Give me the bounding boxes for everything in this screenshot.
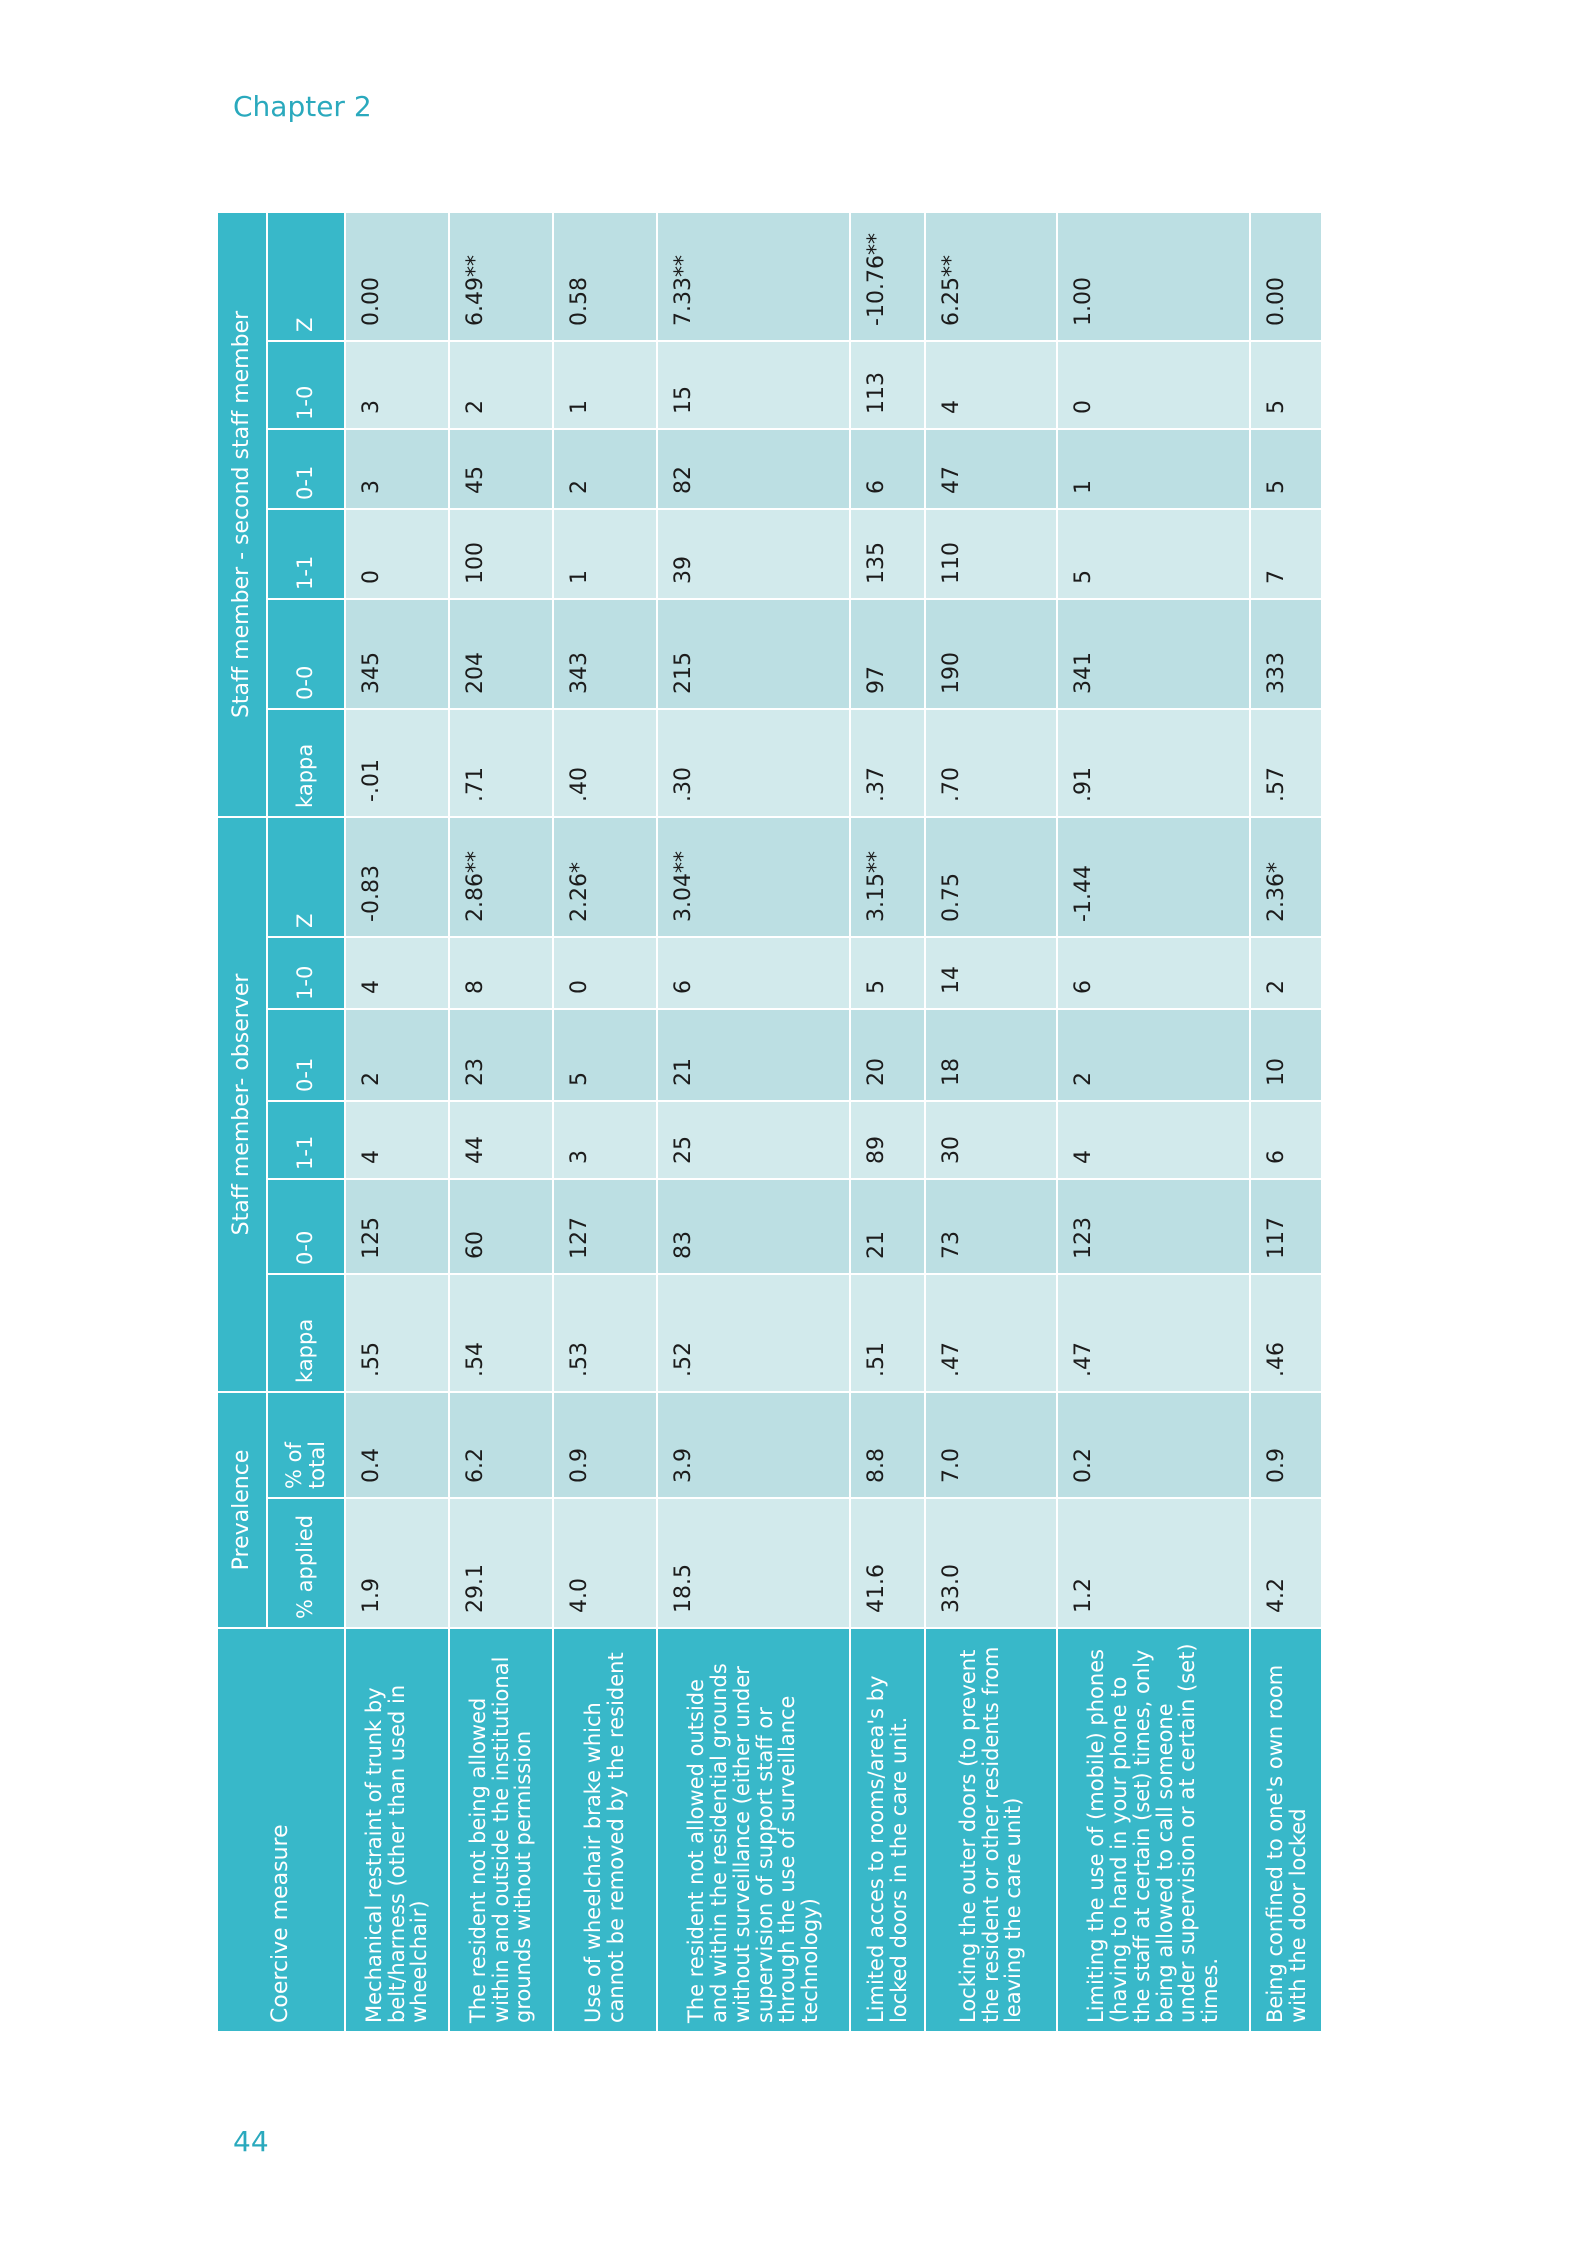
header-staff-second: Staff member - second staff member <box>217 213 267 817</box>
cell-second-z: 6.25** <box>925 213 1057 341</box>
cell-pct-total: 0.4 <box>345 1392 449 1498</box>
header-kappa-observer: kappa <box>267 1274 345 1392</box>
cell-pct-total: 8.8 <box>850 1392 925 1498</box>
cell-kappa-observer: .46 <box>1250 1274 1321 1392</box>
cell-pct-applied: 33.0 <box>925 1498 1057 1628</box>
rotated-table-content <box>216 213 1321 2033</box>
row-measure: Being confined to one's own room with the door locked <box>1250 1628 1321 2032</box>
cell-observer-11: 4 <box>345 1101 449 1179</box>
cell-second-10: 3 <box>345 341 449 429</box>
cell-second-10: 5 <box>1250 341 1321 429</box>
header-second-11: 1-1 <box>267 509 345 599</box>
cell-pct-total: 0.2 <box>1057 1392 1250 1498</box>
cell-observer-z: 3.04** <box>657 817 850 937</box>
cell-observer-10: 0 <box>553 937 657 1009</box>
cell-pct-total: 7.0 <box>925 1392 1057 1498</box>
cell-second-11: 39 <box>657 509 850 599</box>
chapter-heading: Chapter 2 <box>233 90 372 123</box>
cell-kappa-second: .70 <box>925 709 1057 817</box>
cell-kappa-second: .91 <box>1057 709 1250 817</box>
table-row <box>1250 213 1321 2032</box>
cell-observer-10: 5 <box>850 937 925 1009</box>
cell-second-z: 1.00 <box>1057 213 1250 341</box>
cell-second-z: 0.58 <box>553 213 657 341</box>
cell-second-01: 5 <box>1250 429 1321 509</box>
rotated-table-frame <box>216 213 1321 2033</box>
header-coercive-measure: Coercive measure <box>217 1628 345 2032</box>
cell-second-00: 343 <box>553 599 657 709</box>
header-observer-00: 0-0 <box>267 1179 345 1274</box>
header-pct-applied: % applied <box>267 1498 345 1628</box>
cell-pct-total: 6.2 <box>449 1392 553 1498</box>
header-observer-11: 1-1 <box>267 1101 345 1179</box>
cell-observer-10: 2 <box>1250 937 1321 1009</box>
cell-observer-11: 4 <box>1057 1101 1250 1179</box>
cell-second-11: 1 <box>553 509 657 599</box>
cell-kappa-observer: .52 <box>657 1274 850 1392</box>
cell-second-00: 190 <box>925 599 1057 709</box>
header-kappa-second: kappa <box>267 709 345 817</box>
cell-kappa-observer: .47 <box>925 1274 1057 1392</box>
cell-observer-10: 6 <box>657 937 850 1009</box>
header-second-z: Z <box>267 213 345 341</box>
row-measure: Limited acces to rooms/area's by locked doors in the care unit. <box>850 1628 925 2032</box>
table-row <box>1057 213 1250 2032</box>
cell-observer-10: 6 <box>1057 937 1250 1009</box>
cell-pct-applied: 4.2 <box>1250 1498 1321 1628</box>
row-measure: The resident not allowed outside and within the residential grounds without surveillance (either under supervision of support staff or through the use of surveillance technology) <box>657 1628 850 2032</box>
cell-second-01: 6 <box>850 429 925 509</box>
header-pct-total: % of total <box>267 1392 345 1498</box>
cell-observer-10: 8 <box>449 937 553 1009</box>
cell-second-00: 345 <box>345 599 449 709</box>
cell-second-11: 100 <box>449 509 553 599</box>
cell-kappa-observer: .55 <box>345 1274 449 1392</box>
cell-kappa-observer: .47 <box>1057 1274 1250 1392</box>
page-number: 44 <box>233 2125 269 2158</box>
cell-kappa-second: -.01 <box>345 709 449 817</box>
cell-observer-01: 20 <box>850 1009 925 1101</box>
cell-observer-00: 125 <box>345 1179 449 1274</box>
cell-observer-z: 2.36* <box>1250 817 1321 937</box>
header-observer-z: Z <box>267 817 345 937</box>
cell-observer-01: 2 <box>345 1009 449 1101</box>
header-staff-observer: Staff member- observer <box>217 817 267 1392</box>
cell-observer-01: 5 <box>553 1009 657 1101</box>
cell-observer-00: 117 <box>1250 1179 1321 1274</box>
cell-pct-applied: 29.1 <box>449 1498 553 1628</box>
row-measure: Mechanical restraint of trunk by belt/harness (other than used in wheelchair) <box>345 1628 449 2032</box>
cell-second-11: 0 <box>345 509 449 599</box>
cell-second-01: 47 <box>925 429 1057 509</box>
cell-pct-total: 0.9 <box>553 1392 657 1498</box>
table-row <box>850 213 925 2032</box>
row-measure: The resident not being allowed within and outside the institutional grounds without permission <box>449 1628 553 2032</box>
cell-second-10: 2 <box>449 341 553 429</box>
cell-second-00: 204 <box>449 599 553 709</box>
cell-second-10: 15 <box>657 341 850 429</box>
cell-second-z: 0.00 <box>1250 213 1321 341</box>
row-measure: Use of wheelchair brake which cannot be removed by the resident <box>553 1628 657 2032</box>
cell-observer-01: 2 <box>1057 1009 1250 1101</box>
cell-second-11: 7 <box>1250 509 1321 599</box>
table-row <box>449 213 553 2032</box>
cell-pct-applied: 4.0 <box>553 1498 657 1628</box>
cell-observer-11: 25 <box>657 1101 850 1179</box>
cell-pct-applied: 1.9 <box>345 1498 449 1628</box>
cell-observer-10: 4 <box>345 937 449 1009</box>
cell-pct-total: 0.9 <box>1250 1392 1321 1498</box>
table-row <box>925 213 1057 2032</box>
cell-pct-applied: 18.5 <box>657 1498 850 1628</box>
table-row <box>553 213 657 2032</box>
cell-second-10: 1 <box>553 341 657 429</box>
cell-second-00: 333 <box>1250 599 1321 709</box>
cell-kappa-observer: .51 <box>850 1274 925 1392</box>
cell-observer-z: 2.86** <box>449 817 553 937</box>
cell-second-01: 3 <box>345 429 449 509</box>
cell-second-01: 1 <box>1057 429 1250 509</box>
cell-observer-11: 6 <box>1250 1101 1321 1179</box>
cell-observer-00: 21 <box>850 1179 925 1274</box>
cell-pct-applied: 1.2 <box>1057 1498 1250 1628</box>
cell-observer-00: 83 <box>657 1179 850 1274</box>
header-prevalence: Prevalence <box>217 1392 267 1628</box>
cell-observer-00: 60 <box>449 1179 553 1274</box>
cell-second-00: 341 <box>1057 599 1250 709</box>
cell-second-11: 135 <box>850 509 925 599</box>
cell-observer-z: 0.75 <box>925 817 1057 937</box>
cell-second-11: 5 <box>1057 509 1250 599</box>
cell-kappa-observer: .53 <box>553 1274 657 1392</box>
cell-second-01: 2 <box>553 429 657 509</box>
header-observer-01: 0-1 <box>267 1009 345 1101</box>
cell-pct-applied: 41.6 <box>850 1498 925 1628</box>
row-measure: Limiting the use of (mobile) phones (having to hand in your phone to the staff at certain (set) times, only being allowed to call someone under supervision or at certain (set) times. <box>1057 1628 1250 2032</box>
table-row <box>345 213 449 2032</box>
cell-second-11: 110 <box>925 509 1057 599</box>
cell-observer-01: 23 <box>449 1009 553 1101</box>
cell-observer-01: 18 <box>925 1009 1057 1101</box>
cell-observer-11: 3 <box>553 1101 657 1179</box>
cell-second-z: 6.49** <box>449 213 553 341</box>
cell-second-00: 97 <box>850 599 925 709</box>
row-measure: Locking the outer doors (to prevent the resident or other residents from leaving the care unit) <box>925 1628 1057 2032</box>
cell-second-01: 82 <box>657 429 850 509</box>
cell-observer-11: 44 <box>449 1101 553 1179</box>
cell-observer-z: 2.26* <box>553 817 657 937</box>
header-observer-10: 1-0 <box>267 937 345 1009</box>
cell-observer-z: 3.15** <box>850 817 925 937</box>
cell-second-z: -10.76** <box>850 213 925 341</box>
cell-kappa-second: .57 <box>1250 709 1321 817</box>
coercive-measures-table <box>216 213 1321 2033</box>
header-second-01: 0-1 <box>267 429 345 509</box>
cell-observer-11: 30 <box>925 1101 1057 1179</box>
cell-second-z: 0.00 <box>345 213 449 341</box>
header-second-00: 0-0 <box>267 599 345 709</box>
cell-observer-00: 73 <box>925 1179 1057 1274</box>
cell-kappa-second: .71 <box>449 709 553 817</box>
cell-observer-z: -0.83 <box>345 817 449 937</box>
cell-second-10: 113 <box>850 341 925 429</box>
cell-kappa-second: .37 <box>850 709 925 817</box>
cell-kappa-second: .30 <box>657 709 850 817</box>
cell-observer-11: 89 <box>850 1101 925 1179</box>
cell-pct-total: 3.9 <box>657 1392 850 1498</box>
cell-observer-10: 14 <box>925 937 1057 1009</box>
table-row <box>657 213 850 2032</box>
cell-kappa-observer: .54 <box>449 1274 553 1392</box>
cell-observer-00: 127 <box>553 1179 657 1274</box>
cell-observer-00: 123 <box>1057 1179 1250 1274</box>
cell-kappa-second: .40 <box>553 709 657 817</box>
cell-observer-01: 21 <box>657 1009 850 1101</box>
cell-observer-01: 10 <box>1250 1009 1321 1101</box>
cell-second-z: 7.33** <box>657 213 850 341</box>
cell-observer-z: -1.44 <box>1057 817 1250 937</box>
cell-second-10: 4 <box>925 341 1057 429</box>
cell-second-01: 45 <box>449 429 553 509</box>
cell-second-00: 215 <box>657 599 850 709</box>
header-second-10: 1-0 <box>267 341 345 429</box>
cell-second-10: 0 <box>1057 341 1250 429</box>
